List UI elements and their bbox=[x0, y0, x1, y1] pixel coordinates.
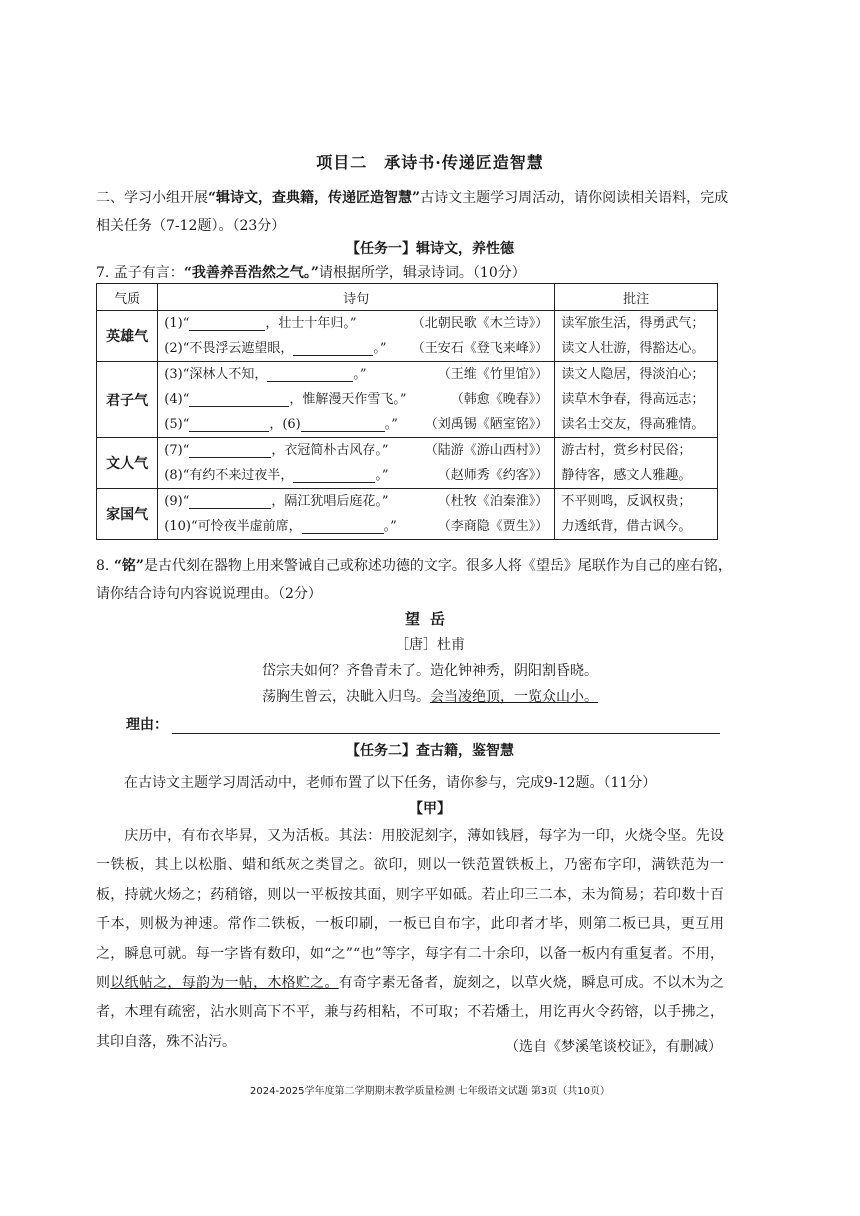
passage-source: （选自《梦溪笔谈校证》，有删减） bbox=[505, 1039, 722, 1055]
note-line: 读草木争春，得高远志； bbox=[561, 392, 705, 407]
poem-author: ［唐］杜甫 bbox=[395, 637, 465, 653]
verse-line: (7)“ ，衣冠简朴古风存。” （陆游《游山西村》） bbox=[164, 443, 549, 458]
section-title: 项目二 承诗书·传递匠造智慧 bbox=[316, 153, 544, 172]
header-notes: 批注 bbox=[555, 284, 718, 311]
question-7 bbox=[96, 262, 526, 282]
q8-number: 8. bbox=[96, 558, 110, 574]
task2-title: 【任务二】查古籍，鉴智慧 bbox=[346, 743, 514, 759]
note-line: 游古村，赏乡村民俗； bbox=[561, 443, 692, 458]
passage-underlined: 以纸帖之，每韵为一帖，木格贮之。 bbox=[110, 975, 339, 992]
classical-passage bbox=[96, 822, 724, 1057]
verse-line: (2)“不畏浮云遮望眼， 。” （王安石《登飞来峰》） bbox=[164, 341, 549, 356]
intro-prefix: 二、学习小组开展 bbox=[96, 190, 208, 206]
notes-cell bbox=[555, 311, 718, 362]
verse-line: (5)“ ，(6) 。” （刘禹锡《陋室铭》） bbox=[164, 417, 549, 432]
answer-blank[interactable] bbox=[189, 443, 271, 458]
verse-line: (9)“ ，隔江犹唱后庭花。” （杜牧《泊秦淮》） bbox=[164, 494, 549, 509]
notes-cell bbox=[555, 438, 718, 489]
verse-line: (3)“深林人不知， 。” （王维《竹里馆》） bbox=[164, 367, 549, 382]
quality-cell: 家国气 bbox=[97, 489, 158, 540]
poem-title: 望岳 bbox=[404, 610, 455, 628]
q7-suffix: 请根据所学，辑录诗词。（10分） bbox=[318, 265, 526, 281]
task1-title: 【任务一】辑诗文，养性德 bbox=[346, 241, 514, 257]
poem-table bbox=[96, 283, 718, 540]
verses-cell bbox=[158, 438, 555, 489]
table-header-row bbox=[97, 284, 718, 311]
q8-bold: “铭” bbox=[113, 558, 144, 574]
answer-blank[interactable] bbox=[189, 392, 289, 407]
intro-paragraph bbox=[96, 184, 736, 240]
quality-cell: 文人气 bbox=[97, 438, 158, 489]
reason-label: 理由： bbox=[126, 717, 168, 733]
question-8 bbox=[96, 552, 736, 608]
note-line: 静待客，感文人雅趣。 bbox=[561, 468, 692, 483]
answer-blank[interactable] bbox=[189, 417, 269, 432]
answer-blank[interactable] bbox=[302, 519, 384, 534]
table-row bbox=[97, 362, 718, 438]
answer-blank[interactable] bbox=[293, 341, 373, 356]
answer-blank[interactable] bbox=[293, 468, 375, 483]
intro-bold: “辑诗文，查典籍，传递匠造智慧” bbox=[208, 190, 421, 206]
answer-blank[interactable] bbox=[189, 316, 265, 331]
passage-part-2: 有奇字素无备者，旋刻之，以草火烧，瞬息可成。不以木为之者，木理有疏密，沾水则高下不平，兼与药相粘，不可取；不若燔土，用讫再火令药镕，以手拂之，其印自落，殊不沾污。 bbox=[96, 975, 725, 1050]
verse-line: (8)“有约不来过夜半， 。” （赵师秀《约客》） bbox=[164, 468, 549, 483]
q7-bold: “我善养吾浩然之气。” bbox=[183, 265, 319, 281]
underlined-couplet: 会当凌绝顶，一览众山小。 bbox=[430, 689, 598, 705]
notes-cell bbox=[555, 489, 718, 540]
note-line: 读文人壮游，得豁达心。 bbox=[561, 341, 705, 356]
note-line: 读文人隐居，得淡泊心； bbox=[561, 367, 705, 382]
reason-answer-line[interactable] bbox=[172, 719, 720, 734]
q8-text: 是古代刻在器物上用来警诫自己或称述功德的文字。很多人将《望岳》尾联作为自己的座右铭，请你结合诗句内容说说理由。（2分） bbox=[96, 558, 732, 602]
verses-cell bbox=[158, 311, 555, 362]
quality-cell: 英雄气 bbox=[97, 311, 158, 362]
quality-cell: 君子气 bbox=[97, 362, 158, 438]
table-row bbox=[97, 311, 718, 362]
verses-cell bbox=[158, 489, 555, 540]
page-footer: 2024-2025学年度第二学期期末教学质量检测 七年级语文试题 第3页（共10页） bbox=[250, 1086, 610, 1097]
poem-line-2: 荡胸生曾云，决眦入归鸟。会当凌绝顶，一览众山小。 bbox=[262, 689, 598, 705]
note-line: 读名士交友，得高雅情。 bbox=[561, 417, 705, 432]
answer-blank[interactable] bbox=[301, 417, 385, 432]
answer-blank[interactable] bbox=[189, 494, 271, 509]
q7-prefix: 7. 孟子有言： bbox=[96, 265, 184, 281]
header-quality: 气质 bbox=[97, 284, 158, 311]
verse-line: (10)“可怜夜半虚前席， 。” （李商隐《贾生》） bbox=[164, 519, 549, 534]
table-row bbox=[97, 438, 718, 489]
passage-part-1: 庆历中，有布衣毕昇，又为活板。其法：用胶泥刻字，薄如钱唇，每字为一印，火烧令坚。先设一铁板，其上以松脂、蜡和纸灰之类冒之。欲印，则以一铁范置铁板上，乃密布字印，满铁范为一板，持就火炀之；药稍镕，则以一平板按其面，则字平如砥。若止印三二本，未为简易；若印数十百千本，则极为神速。常作二铁板，一板印刷，一板已自布字，此印者才毕，则第二板已具，更互用之，瞬息可就。每一字皆有数印，如“之”“也”等字，每字有二十余印，以备一板内有重复者。不用，则 bbox=[96, 828, 724, 992]
verse-line: (4)“ ，惟解漫天作雪飞。” （韩愈《晚春》） bbox=[164, 392, 549, 407]
verses-cell bbox=[158, 362, 555, 438]
task2-intro: 在古诗文主题学习周活动中，老师布置了以下任务，请你参与，完成9-12题。（11分） bbox=[124, 775, 657, 791]
table-row bbox=[97, 489, 718, 540]
notes-cell bbox=[555, 362, 718, 438]
intro-suffix: 古诗文主题学习周活动，请你阅读相关语料，完成相关任务（7-12题）。（23分） bbox=[96, 190, 729, 234]
header-verses: 诗句 bbox=[158, 284, 555, 311]
note-line: 读军旅生活，得勇武气； bbox=[561, 316, 705, 331]
note-line: 力透纸背，借古讽今。 bbox=[561, 519, 692, 534]
poem-line-1: 岱宗夫如何？齐鲁青未了。造化钟神秀，阴阳割昏晓。 bbox=[262, 663, 598, 679]
passage-label: 【甲】 bbox=[409, 801, 451, 817]
answer-blank[interactable] bbox=[267, 367, 353, 382]
verse-line: (1)“ ，壮士十年归。” （北朝民歌《木兰诗》） bbox=[164, 316, 549, 331]
note-line: 不平则鸣，反讽权贵； bbox=[561, 494, 692, 509]
reason-row bbox=[126, 714, 720, 734]
